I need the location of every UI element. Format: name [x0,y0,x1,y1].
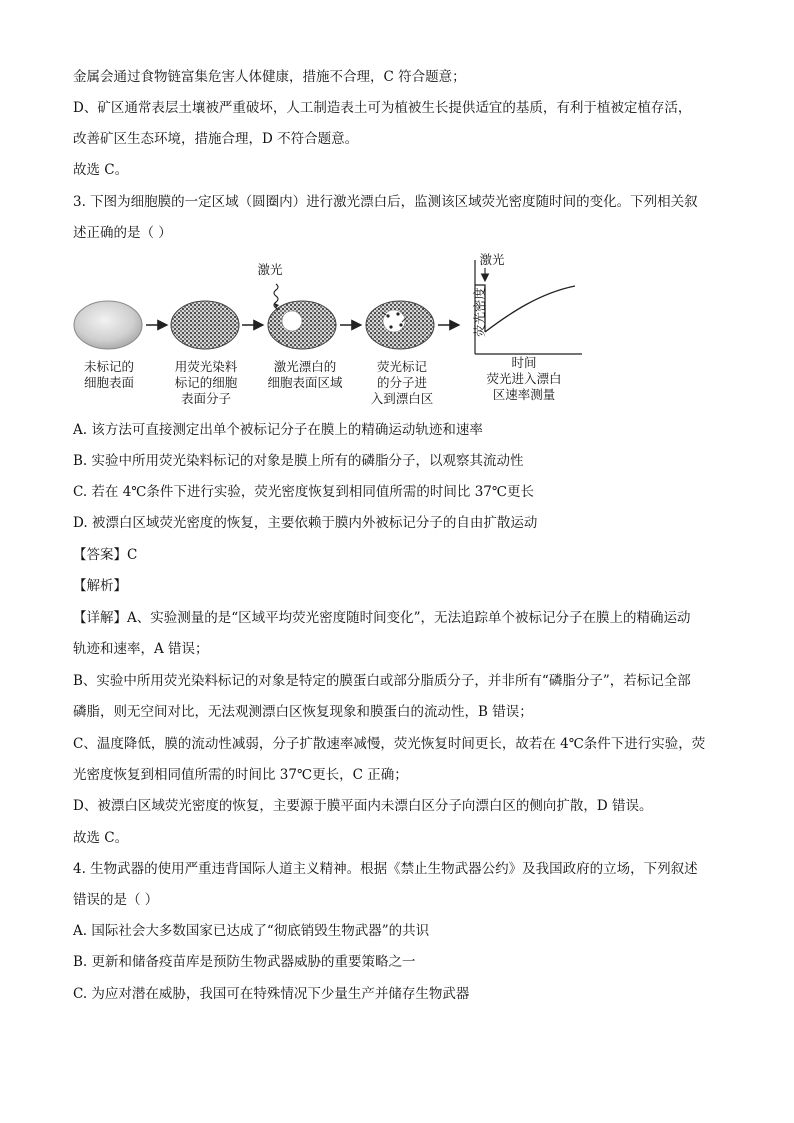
option-b: B. 更新和储备疫苗库是预防生物武器威胁的重要策略之一 [73,954,416,970]
molecule-dot [399,323,402,326]
fluorescence-recovery-curve [485,286,575,332]
question-3-stem: 述正确的是（ ） [73,225,172,241]
option-b: B. 实验中所用荧光染料标记的对象是膜上所有的磷脂分子，以观察其流动性 [73,453,524,469]
analysis-label: 【解析】 [73,578,127,594]
text-line: 金属会通过食物链富集危害人体健康，措施不合理，C 符合题意； [73,69,466,85]
labeled-cell [171,301,239,349]
question-3-stem: 3. 下图为细胞膜的一定区域（圆圈内）进行激光漂白后，监测该区域荧光密度随时间的变化。下列相关叙 [73,194,698,210]
graph-y-label: 荧光密度 [472,287,487,338]
explanation-line: 光密度恢复到相同值所需的时间比 37℃更长，C 正确； [73,767,408,783]
question-4-stem: 4. 生物武器的使用严重违背国际人道主义精神。根据《禁止生物武器公约》及我国政府的立场，下列叙述 [73,861,698,877]
bleached-cell [268,301,336,349]
option-a: A. 该方法可直接测定出单个被标记分子在膜上的精确运动轨迹和速率 [73,422,483,438]
explanation-line: B、实验中所用荧光染料标记的对象是特定的膜蛋白或部分脂质分子，并非所有“磷脂分子”，若标记全部 [73,673,691,689]
caption-recovering: 荧光标记 的分子进 入到漂白区 [370,359,434,406]
laser-label: 激光 [257,262,283,277]
caption-unlabeled: 未标记的 细胞表面 [83,359,134,390]
caption-graph: 时间 荧光进入漂白 区速率测量 [486,355,562,402]
option-c: C. 若在 4℃条件下进行实验，荧光密度恢复到相同值所需的时间比 37℃更长 [73,484,534,500]
option-c: C. 为应对潜在威胁，我国可在特殊情况下少量生产并储存生物武器 [73,986,470,1002]
explanation-line: C、温度降低，膜的流动性减弱，分子扩散速率减慢，荧光恢复时间更长，故若在 4℃条件下进行实验，荧 [73,736,706,752]
caption-labeled: 用荧光染料 标记的细胞 表面分子 [174,359,238,406]
molecule-dot [389,325,392,328]
text-line: 改善矿区生态环境，措施合理，D 不符合题意。 [73,131,359,147]
recovering-spot [383,310,405,332]
molecule-dot [386,314,389,317]
bleached-spot [282,311,302,331]
option-d: D. 被漂白区域荧光密度的恢复，主要依赖于膜内外被标记分子的自由扩散运动 [73,515,538,531]
answer-label: 【答案】C [73,547,138,563]
question-4-stem: 错误的是（ ） [73,892,159,908]
cell-membrane-frap-figure [70,248,590,410]
explanation-line: 磷脂，则无空间对比，无法观测漂白区恢复现象和膜蛋白的流动性，B 错误； [73,704,533,720]
explanation-line: 【详解】A、实验测量的是“区域平均荧光密度随时间变化”，无法追踪单个被标记分子在膜上的精确运动 [73,610,691,626]
caption-bleached: 激光漂白的 细胞表面区域 [267,359,343,390]
graph-laser-label: 激光 [479,252,505,267]
option-a: A. 国际社会大多数国家已达成了“彻底销毁生物武器”的共识 [73,923,430,939]
explanation-line: 轨迹和速率，A 错误； [73,641,209,657]
explanation-line: D、被漂白区域荧光密度的恢复，主要源于膜平面内未漂白区分子向漂白区的侧向扩散，D 错误。 [73,798,653,814]
molecule-dot [396,312,399,315]
unlabeled-cell [74,301,142,349]
text-line: 故选 C。 [73,830,129,846]
text-line: D、矿区通常表层土壤被严重破坏，人工制造表土可为植被生长提供适宜的基质，有利于植被定植存活， [73,100,692,116]
text-line: 故选 C。 [73,162,129,178]
